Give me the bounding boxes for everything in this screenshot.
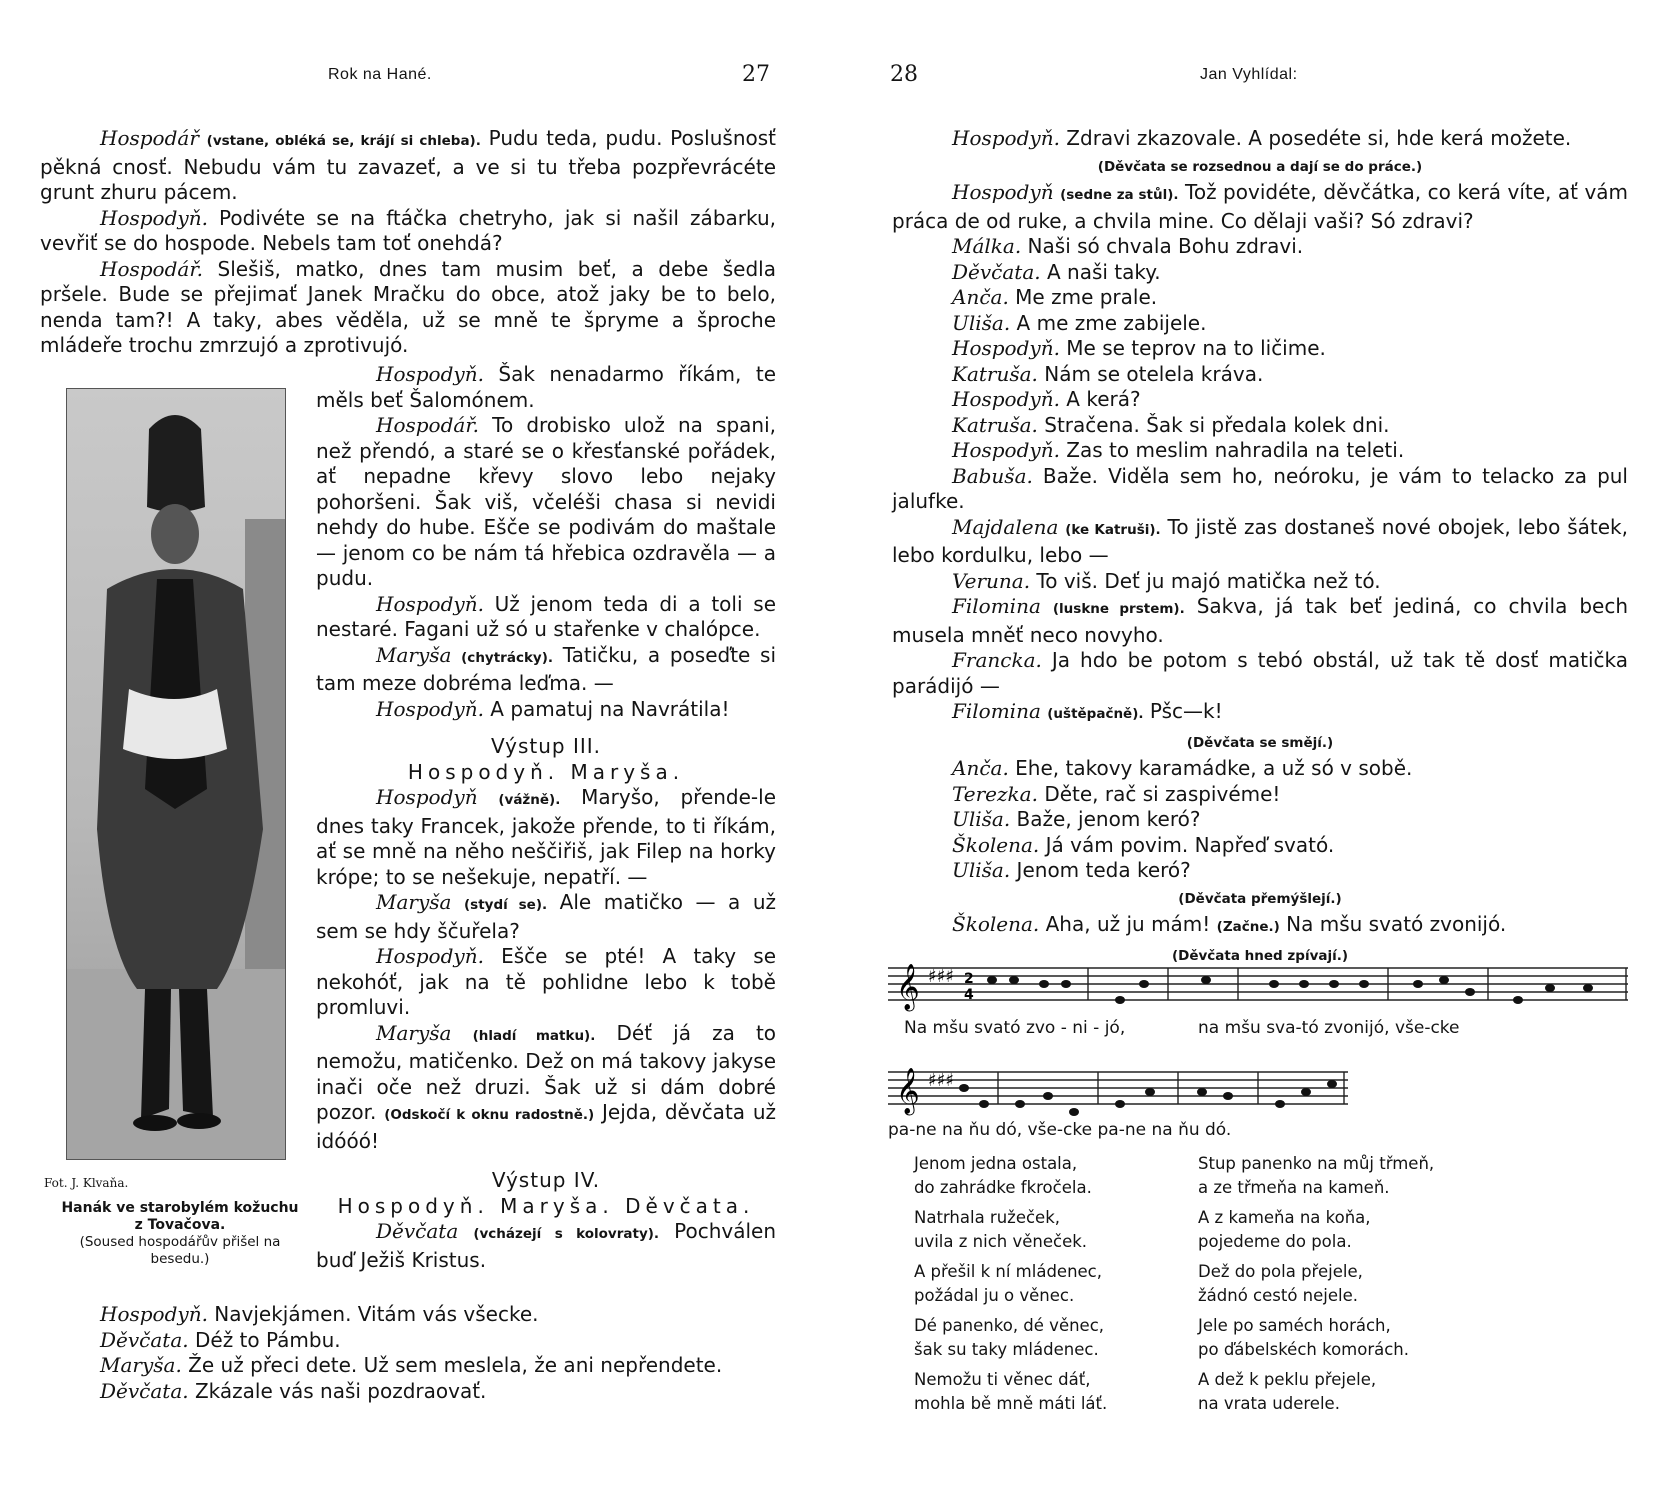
speaker-name: Děvčata bbox=[376, 1219, 459, 1243]
right-page bbox=[834, 0, 1668, 1500]
right-line bbox=[892, 594, 1628, 648]
line-text: Ja hdo be potom s tebó obstál, už tak tě dosť matička parádijó — bbox=[892, 648, 1628, 698]
speaker-name: Hospodyň. bbox=[952, 126, 1060, 150]
verse-stanza bbox=[914, 1260, 1214, 1307]
right-line bbox=[892, 807, 1628, 833]
verse-line: A dež k peklu přejele, bbox=[1198, 1370, 1377, 1389]
right-line bbox=[892, 912, 1628, 941]
right-line bbox=[892, 438, 1628, 464]
speaker-name: Terezka. bbox=[952, 781, 1038, 806]
right-line bbox=[892, 336, 1628, 362]
line-text: Déž to Pámbu. bbox=[188, 1327, 341, 1352]
left-col-line bbox=[316, 413, 776, 592]
speaker-name: Děvčata. bbox=[100, 1378, 189, 1403]
left-bottom-line bbox=[40, 1328, 800, 1354]
right-line bbox=[892, 260, 1628, 286]
right-line bbox=[892, 699, 1628, 728]
verse-stanza bbox=[914, 1314, 1214, 1361]
verse-line: A přešil k ní mládenec, bbox=[914, 1262, 1102, 1281]
direction: (vcházejí s kolovraty). bbox=[473, 1226, 660, 1242]
line-text: A me zme zabijele. bbox=[1010, 310, 1207, 335]
verse-line: na vrata uderele. bbox=[1198, 1393, 1340, 1413]
time-signature-top: 2 bbox=[964, 971, 974, 987]
verse-line: do zahrádke fkročela. bbox=[914, 1177, 1092, 1197]
direction: (ke Katruši). bbox=[1065, 521, 1161, 538]
right-line bbox=[892, 413, 1628, 439]
line-text: To drobisko ulož na spani, než přendó, a staré se o křesťanské pořádek, ať nepadne křevy slovo lebo nejaky pohoršeni. Šak viš, včeléši chasa si nevidi nehdy do hube. Ešče se podivám do maštale — jenom co be nám tá hřebica ozdravěla — a pudu. bbox=[316, 413, 776, 590]
right-line bbox=[892, 515, 1628, 569]
line-text: Už jenom teda di a toli se nestaré. Fagani už só u stařenke v chalópce. bbox=[316, 591, 776, 641]
left-bottom-line bbox=[40, 1353, 800, 1379]
verse-stanza bbox=[914, 1152, 1214, 1199]
speaker-name: Málka. bbox=[952, 234, 1022, 258]
verse-stanza bbox=[1198, 1206, 1518, 1253]
line-text: Pudu teda, pudu. Poslušnosť pěkná cnosť. Nebudu vám tu zavazeť, a ve si tu třeba pozpřevrácéte grunt zhuru pácem. bbox=[40, 126, 777, 204]
speaker-name: Hospodyň. bbox=[952, 336, 1060, 360]
stage-direction-text: (Děvčata se rozsednou a dají se do práce.) bbox=[1097, 158, 1423, 175]
line-text: Baže. Viděla sem ho, neóroku, je vám to telacko za pul jalufke. bbox=[892, 463, 1628, 513]
speaker-name: Hospodyň. bbox=[100, 205, 208, 230]
dialogue-top bbox=[40, 126, 776, 359]
right-stage-direction bbox=[892, 884, 1628, 913]
line-text: Ale matičko — a už sem se hdy ščuřela? bbox=[316, 890, 777, 943]
verse-line: Dé panenko, dé věnec, bbox=[914, 1316, 1105, 1335]
line-text: Na mšu svató zvonijó. bbox=[1279, 912, 1507, 936]
right-line bbox=[892, 464, 1628, 515]
verse-line: mohla bě mně máti láť. bbox=[914, 1393, 1108, 1413]
verse-line: pojedeme do pola. bbox=[1198, 1231, 1352, 1251]
line-text: Me zme prale. bbox=[1008, 285, 1158, 309]
right-line bbox=[892, 833, 1628, 859]
photo-caption bbox=[60, 1200, 300, 1268]
stage-direction-text: (Děvčata přemýšlejí.) bbox=[1178, 890, 1342, 907]
caption-title: Hanák ve starobylém kožuchu z Tovačova. bbox=[61, 1200, 299, 1233]
page-number-left: 27 bbox=[742, 62, 770, 87]
line-text: Aha, už ju mám! bbox=[1039, 912, 1211, 936]
page-number-right: 28 bbox=[890, 62, 918, 87]
music-staff-1 bbox=[888, 956, 1628, 1016]
lyrics-line-2: pa-ne na ňu dó, vše-cke pa-ne na ňu dó. bbox=[888, 1120, 1232, 1140]
line-text: Slešiš, matko, dnes tam musim beť, a debe šedla pršele. Bude se přejimať Janek Mračku do obce, atož jaky be to belo, nenda tam?! A taky, abes věděla, už se mně te špryme a šproche mládeře trochu zmrzujó a zprotivujó. bbox=[40, 256, 776, 357]
speaker-name: Hospodyň. bbox=[376, 944, 484, 968]
scene3-line bbox=[316, 944, 776, 1021]
speaker-name: Veruna. bbox=[952, 568, 1031, 593]
key-signature-icon-2: ♯♯♯ bbox=[928, 1070, 955, 1091]
stage-direction-text: (Děvčata se smějí.) bbox=[1186, 734, 1334, 751]
left-bottom-line bbox=[40, 1302, 800, 1328]
speaker-name: Uliša. bbox=[952, 807, 1011, 831]
scene4-line bbox=[316, 1219, 776, 1273]
verse-stanza bbox=[914, 1206, 1214, 1253]
line-text: Tož povidéte, děvčátka, co kerá víte, ať vám práca de od ruke, a chvila mine. Co dělaji vaši? Só zdravi? bbox=[892, 180, 1629, 233]
stage-direction-text: (Děvčata hned zpívají.) bbox=[1171, 947, 1349, 964]
scene3-line bbox=[316, 785, 776, 890]
speaker-name: Maryša bbox=[376, 1020, 452, 1045]
left-col-line bbox=[316, 643, 776, 697]
line-text: Zkázale vás naši pozdraovať. bbox=[188, 1378, 487, 1403]
left-top-line bbox=[40, 257, 776, 359]
speaker-name: Maryša bbox=[376, 642, 452, 667]
photo-credit: Fot. J. Klvaňa. bbox=[44, 1176, 129, 1190]
verses-right-column bbox=[1198, 1152, 1518, 1422]
photo-illustration bbox=[67, 389, 285, 1159]
notes-line-2 bbox=[959, 1080, 1337, 1116]
verse-stanza bbox=[1198, 1368, 1518, 1415]
speaker-name: Majdalena bbox=[952, 514, 1059, 539]
verse-stanza bbox=[914, 1368, 1214, 1415]
left-top-line bbox=[40, 206, 776, 257]
right-line bbox=[892, 648, 1628, 699]
left-top-line bbox=[40, 126, 776, 206]
direction: (chytrácky). bbox=[461, 649, 554, 666]
line-text: Me se teprov na to ličime. bbox=[1059, 336, 1326, 360]
speaker-name: Francka. bbox=[952, 648, 1042, 672]
line-text: Jejda, děvčata už idóóó! bbox=[316, 1100, 777, 1153]
left-col-line bbox=[316, 362, 776, 413]
scene4-cast: Hospodyň. Maryša. Děvčata. bbox=[337, 1193, 755, 1218]
speaker-name: Školena. bbox=[952, 832, 1040, 857]
dialogue-bottom bbox=[40, 1302, 800, 1404]
line-text: To jistě zas dostaneš nové obojek, lebo šátek, lebo kordulku, lebo — bbox=[892, 514, 1628, 567]
right-line bbox=[892, 285, 1628, 311]
photo-hanak bbox=[66, 388, 286, 1160]
verse-line: Natrhala ružeček, bbox=[914, 1208, 1061, 1227]
line-text: Navjekjámen. Vitám vás všecke. bbox=[207, 1302, 539, 1326]
scene3-title: Výstup III. bbox=[490, 734, 602, 758]
right-line bbox=[892, 126, 1628, 152]
right-line bbox=[892, 234, 1628, 260]
verse-stanza bbox=[1198, 1152, 1518, 1199]
speaker-name: Hospodyň. bbox=[376, 591, 484, 616]
verse-line: A z kameňa na koňa, bbox=[1198, 1208, 1371, 1227]
right-line bbox=[892, 362, 1628, 388]
scene3-cast: Hospodyň. Maryša. bbox=[407, 759, 685, 784]
right-line bbox=[892, 782, 1628, 808]
direction: (vstane, obléká se, krájí si chleba). bbox=[206, 133, 481, 149]
speaker-name: Babuša. bbox=[952, 463, 1033, 488]
time-signature-bottom: 4 bbox=[964, 987, 974, 1003]
line-text: Déť já za to nemožu, matičenko. Dež on má takovy jakyse inači oče než druzi. Šak už si dám dobré pozor. bbox=[316, 1020, 777, 1124]
line-text: Nám se otelela kráva. bbox=[1037, 361, 1264, 386]
line-text: Tatičku, a poseďte si tam meze dobréma leďma. — bbox=[316, 642, 777, 695]
verse-line: žádnó cestó nejele. bbox=[1198, 1285, 1358, 1305]
speaker-name: Katruša. bbox=[952, 361, 1038, 386]
running-head-right: Jan Vyhlídal: bbox=[1200, 66, 1298, 83]
line-text: Šak nenadarmo říkám, te měls beť Šalomónem. bbox=[316, 362, 776, 412]
line-text: A pamatuj na Navrátila! bbox=[483, 696, 730, 721]
right-stage-direction bbox=[892, 152, 1628, 181]
direction: (sedne za stůl). bbox=[1060, 187, 1179, 203]
line-text: A naši taky. bbox=[1040, 259, 1161, 284]
scene3-line bbox=[316, 890, 776, 944]
speaker-name: Hospodyň. bbox=[952, 438, 1060, 462]
caption-note: (Soused hospodářův přišel na besedu.) bbox=[79, 1234, 281, 1267]
verse-line: a ze třmeňa na kameň. bbox=[1198, 1177, 1390, 1197]
speaker-name: Hospodář bbox=[100, 126, 199, 150]
speaker-name: Hospodyň. bbox=[100, 1302, 208, 1326]
verse-line: Stup panenko na můj třmeň, bbox=[1198, 1154, 1435, 1173]
speaker-name: Hospodyň bbox=[952, 180, 1054, 204]
direction: (vážně). bbox=[498, 792, 561, 808]
line-text: Podivéte se na ftáčka chetryho, jak si našil zábarku, vevřiť se do hospode. Nebels tam toť onehdá? bbox=[40, 205, 776, 255]
verses-left-column bbox=[914, 1152, 1214, 1422]
speaker-name: Filomina bbox=[952, 594, 1041, 618]
left-col-line bbox=[316, 697, 776, 723]
speaker-name: Hospodář. bbox=[376, 413, 480, 437]
lyrics-line-1b: na mšu sva-tó zvonijó, vše-cke bbox=[1198, 1018, 1460, 1038]
line-text: Zdravi zkazovale. A posedéte si, hde kerá možete. bbox=[1059, 126, 1572, 150]
verse-line: Jele po saméch horách, bbox=[1198, 1316, 1391, 1335]
speaker-name: Katruša. bbox=[952, 412, 1038, 437]
speaker-name: Hospodář. bbox=[100, 256, 204, 281]
line-text: To viš. Deť ju majó matička než tó. bbox=[1030, 568, 1381, 593]
line-text: Ehe, takovy karamádke, a už só v sobě. bbox=[1008, 756, 1413, 780]
line-text: Ešče se pté! A taky se nekohóť, jak na tě pohlidne lebo k tobě promluvi. bbox=[316, 944, 776, 1019]
verse-line: šak su taky mládenec. bbox=[914, 1339, 1099, 1359]
dialogue-column bbox=[316, 362, 776, 1273]
running-head-left: Rok na Hané. bbox=[328, 66, 432, 83]
line-text: Naši só chvala Bohu zdravi. bbox=[1021, 234, 1304, 258]
speaker-name: Školena. bbox=[952, 912, 1040, 936]
direction: (Odskočí k oknu radostně.) bbox=[384, 1107, 595, 1123]
verse-line: Nemožu ti věnec dáť, bbox=[914, 1370, 1091, 1389]
treble-clef-icon-2: 𝄞 bbox=[896, 1068, 920, 1114]
scene4-title: Výstup IV. bbox=[491, 1168, 601, 1192]
verse-stanza bbox=[1198, 1314, 1518, 1361]
key-signature-icon: ♯♯♯ bbox=[928, 966, 955, 987]
line-text: A kerá? bbox=[1059, 387, 1141, 411]
right-line bbox=[892, 756, 1628, 782]
speaker-name: Děvčata. bbox=[952, 259, 1041, 284]
speaker-name: Hospodyň. bbox=[952, 387, 1060, 411]
direction: (stydí se). bbox=[464, 897, 548, 913]
line-text: Jenom teda keró? bbox=[1010, 858, 1191, 882]
direction: (uštěpačně). bbox=[1047, 706, 1144, 722]
music-staff-2 bbox=[888, 1060, 1348, 1120]
direction: (Začne.) bbox=[1216, 919, 1280, 935]
line-text: Pochválen buď Ježiš Kristus. bbox=[316, 1219, 776, 1272]
line-text: Maryšo, přende-le dnes taky Francek, jakože přende, to ti říkám, ať se mně na něho neščiřiš, jak Filep na horky krópe; to se nešekuje, nepatří. — bbox=[316, 785, 776, 889]
right-line bbox=[892, 387, 1628, 413]
right-line bbox=[892, 311, 1628, 337]
left-col-line bbox=[316, 592, 776, 643]
right-stage-direction bbox=[892, 728, 1628, 757]
verse-line: Jenom jedna ostala, bbox=[914, 1154, 1078, 1173]
speaker-name: Uliša. bbox=[952, 310, 1011, 335]
line-text: Děte, rač si zaspivéme! bbox=[1037, 781, 1281, 806]
speaker-name: Filomina bbox=[952, 699, 1041, 723]
right-line bbox=[892, 569, 1628, 595]
direction: (luskne prstem). bbox=[1052, 601, 1185, 617]
speaker-name: Anča. bbox=[952, 756, 1009, 780]
line-text: Baže, jenom keró? bbox=[1010, 807, 1201, 831]
verse-line: po ďábelskéch komorách. bbox=[1198, 1339, 1409, 1359]
verse-stanza bbox=[1198, 1260, 1518, 1307]
speaker-name: Maryša. bbox=[100, 1353, 182, 1377]
line-text: Že už přeci dete. Už sem meslela, že ani nepřendete. bbox=[181, 1353, 723, 1377]
treble-clef-icon: 𝄞 bbox=[896, 964, 920, 1010]
direction: (hladí matku). bbox=[472, 1027, 596, 1044]
dialogue-right bbox=[892, 126, 1628, 969]
speaker-name: Uliša. bbox=[952, 858, 1011, 882]
line-text: Já vám povim. Napřeď svató. bbox=[1039, 832, 1335, 857]
right-line bbox=[892, 858, 1628, 884]
speaker-name: Děvčata. bbox=[100, 1327, 189, 1352]
lyrics-line-1a: Na mšu svató zvo - ni - jó, bbox=[904, 1018, 1126, 1038]
line-text: Zas to meslim nahradila na teleti. bbox=[1059, 438, 1405, 462]
verse-line: požádal ju o věnec. bbox=[914, 1285, 1075, 1305]
speaker-name: Hospodyň. bbox=[376, 362, 484, 386]
speaker-name: Anča. bbox=[952, 285, 1009, 309]
speaker-name: Hospodyň. bbox=[376, 696, 484, 721]
left-bottom-line bbox=[40, 1379, 800, 1405]
verse-line: Dež do pola přejele, bbox=[1198, 1262, 1363, 1281]
line-text: Sakva, já tak beť jediná, co chvila bech musela mněť neco novyho. bbox=[892, 594, 1629, 647]
speaker-name: Hospodyň bbox=[376, 785, 478, 809]
scene3-line bbox=[316, 1021, 776, 1155]
right-line bbox=[892, 180, 1628, 234]
line-text: Pšc—k! bbox=[1143, 699, 1223, 723]
line-text: Stračena. Šak si předala kolek dni. bbox=[1037, 412, 1390, 437]
speaker-name: Maryša bbox=[376, 890, 452, 914]
verse-line: uvila z nich věneček. bbox=[914, 1231, 1088, 1251]
